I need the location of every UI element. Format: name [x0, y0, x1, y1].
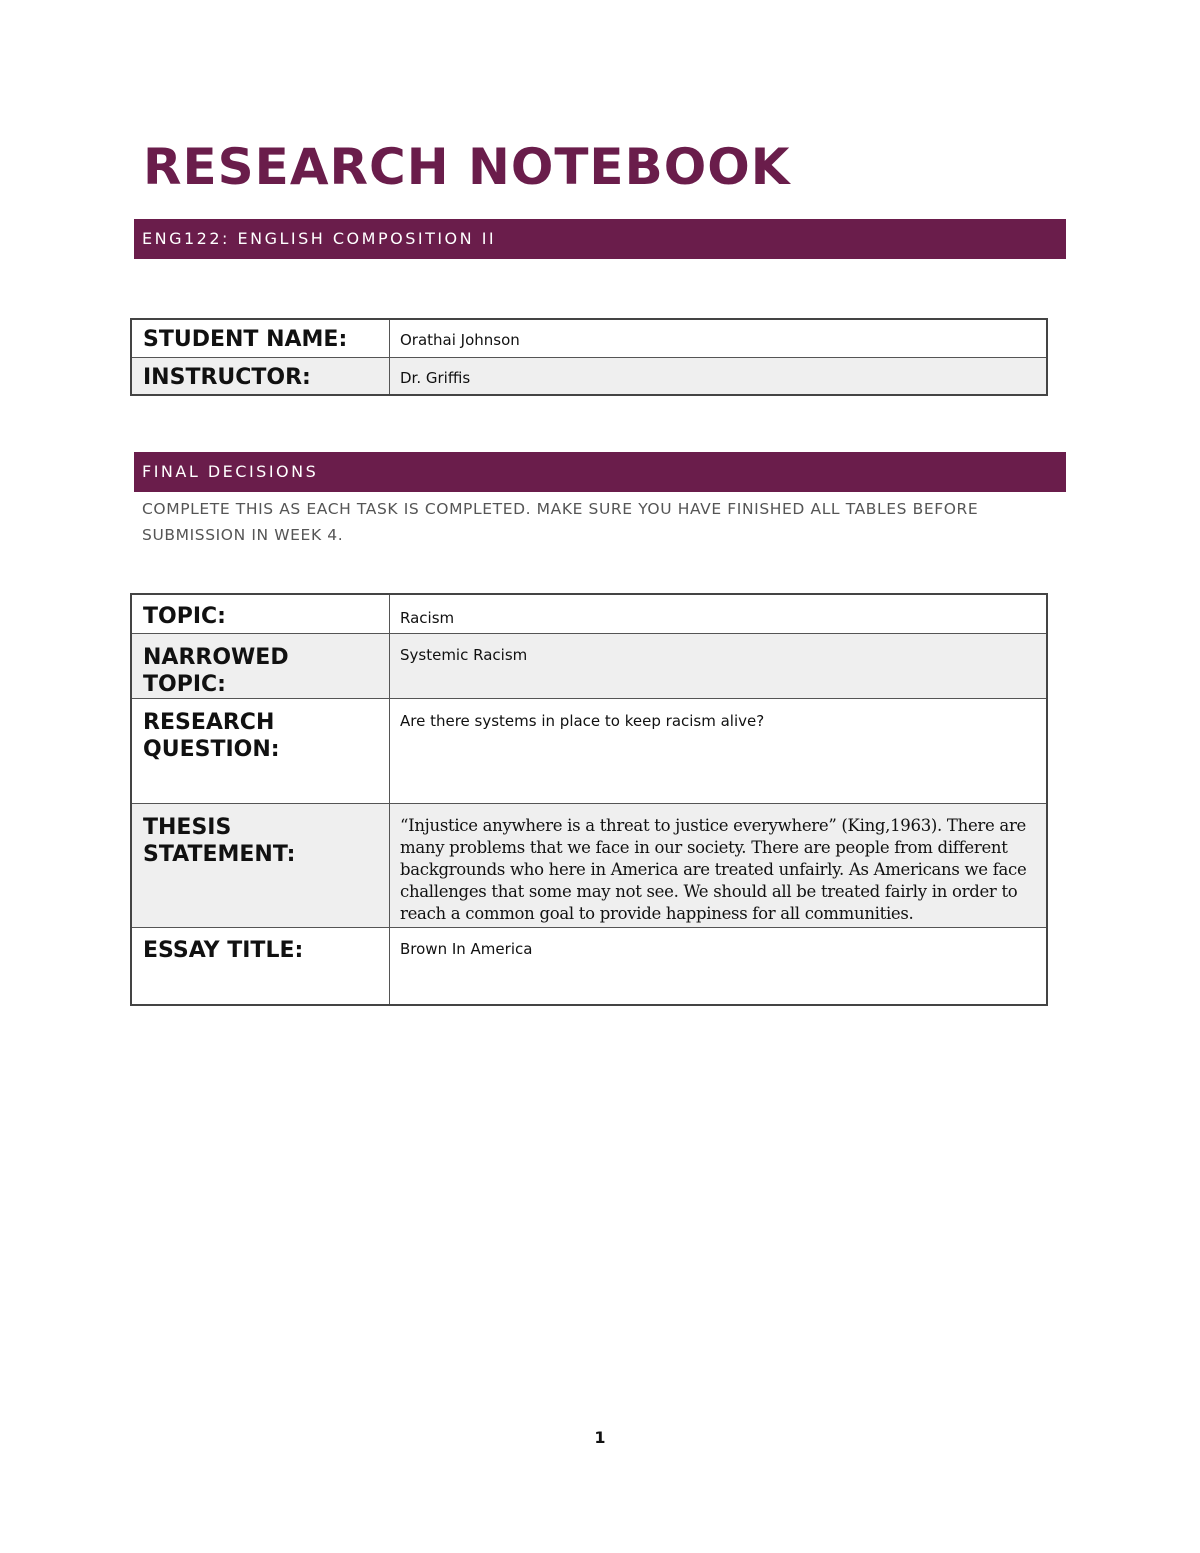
- narrowed-topic-value[interactable]: Systemic Racism: [390, 633, 1048, 698]
- table-row: [131, 357, 1047, 395]
- student-name-value[interactable]: Orathai Johnson: [390, 319, 1048, 357]
- page-number: 1: [594, 1428, 606, 1447]
- student-name-label: STUDENT NAME:: [131, 319, 390, 357]
- instructor-value[interactable]: Dr. Griffis: [390, 357, 1048, 395]
- research-question-label: RESEARCH QUESTION:: [131, 698, 390, 803]
- final-decisions-table: [130, 593, 1048, 1006]
- instructions-text: COMPLETE THIS AS EACH TASK IS COMPLETED. MAKE SURE YOU HAVE FINISHED ALL TABLES BEFORE SUBMISSION IN WEEK 4.: [142, 500, 979, 544]
- essay-title-label: ESSAY TITLE:: [131, 927, 390, 1005]
- thesis-statement-label: THESIS STATEMENT:: [131, 803, 390, 927]
- student-info-table: [130, 318, 1048, 396]
- table-row: [131, 633, 1047, 698]
- table-row: [131, 698, 1047, 803]
- essay-title-value[interactable]: Brown In America: [390, 927, 1048, 1005]
- course-banner: ENG122: ENGLISH COMPOSITION II: [134, 219, 1066, 259]
- research-question-value[interactable]: Are there systems in place to keep racism alive?: [390, 698, 1048, 803]
- table-row: [131, 594, 1047, 633]
- instructor-label: INSTRUCTOR:: [131, 357, 390, 395]
- table-row: [131, 319, 1047, 357]
- table-row: [131, 803, 1047, 927]
- topic-value[interactable]: Racism: [390, 594, 1048, 633]
- narrowed-topic-label: NARROWED TOPIC:: [131, 633, 390, 698]
- final-decisions-banner: FINAL DECISIONS: [134, 452, 1066, 492]
- thesis-statement-value[interactable]: “Injustice anywhere is a threat to justice everywhere” (King,1963). There are many problems that we face in our society. There are people from different backgrounds who here in America are treated unfairly. As Americans we face challenges that some may not see. We should all be treated fairly in order to reach a common goal to provide happiness for all communities.: [390, 803, 1048, 927]
- table-row: [131, 927, 1047, 1005]
- topic-label: TOPIC:: [131, 594, 390, 633]
- document-title: RESEARCH NOTEBOOK: [143, 138, 791, 196]
